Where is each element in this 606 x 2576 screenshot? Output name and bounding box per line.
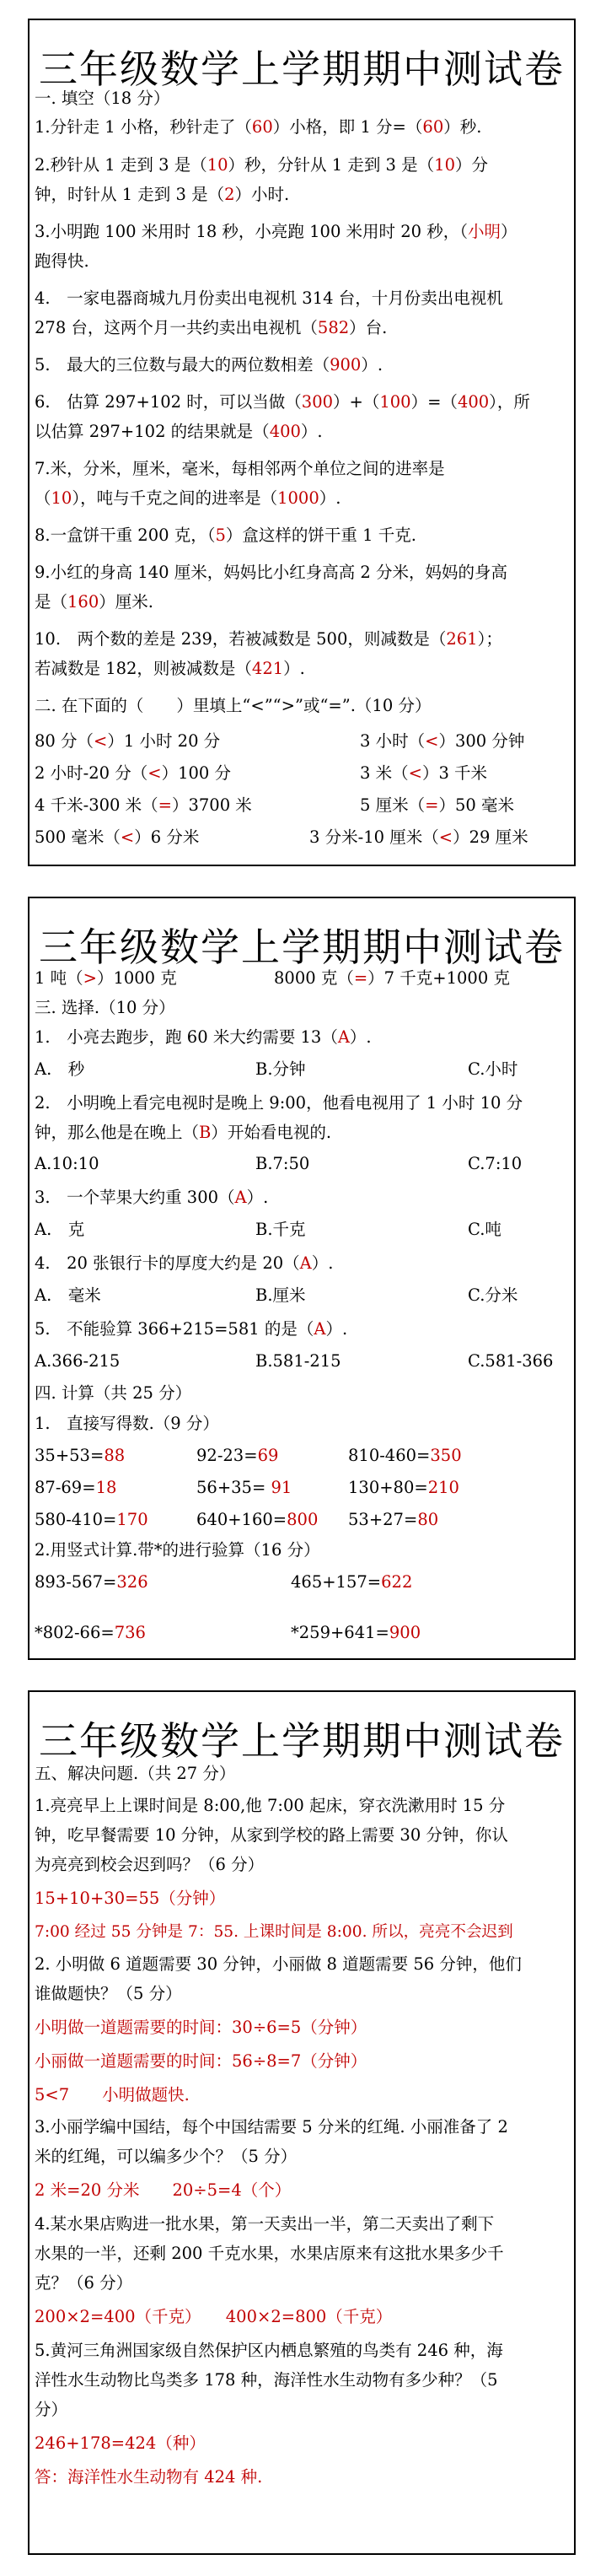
question-3: 3.小明跑 100 米用时 18 秒，小亮跑 100 米用时 20 秒，（小明） xyxy=(35,222,518,241)
exam-page-1 xyxy=(28,19,576,866)
question-4: 4. 一家电器商城九月份卖出电视机 314 台，十月份卖出电视机 xyxy=(35,288,503,308)
oral-item: 92-23=69 xyxy=(196,1446,279,1465)
question-7: 7.米，分米，厘米，毫米，每相邻两个单位之间的进率是 xyxy=(35,459,445,478)
vertical-item: *802-66=736 xyxy=(35,1623,146,1642)
oral-item: 35+53=88 xyxy=(35,1446,126,1465)
choice-2-cont: 钟，那么他是在晚上（B）开始看电视的. xyxy=(35,1123,332,1142)
choice-option: B.千克 xyxy=(255,1220,306,1239)
problem-2: 谁做题快？（5 分） xyxy=(35,1984,182,2003)
oral-item: 87-69=18 xyxy=(35,1478,117,1497)
compare-item: 5 厘米（=）50 毫米 xyxy=(360,795,514,815)
compare-item: 8000 克（=）7 千克+1000 克 xyxy=(274,968,510,988)
subsection-header: 1. 直接写得数.（9 分） xyxy=(35,1414,219,1433)
choice-option: A.10:10 xyxy=(35,1154,99,1173)
section-header: 三. 选择.（10 分） xyxy=(35,998,175,1017)
problem-4: 水果的一半，还剩 200 千克水果，水果店原来有这批水果多少千 xyxy=(35,2244,504,2263)
oral-item: 640+160=800 xyxy=(196,1510,319,1529)
question-6-cont: 以估算 297+102 的结果就是（400）. xyxy=(35,422,323,441)
choice-option: C.分米 xyxy=(468,1285,518,1305)
question-5: 5. 最大的三位数与最大的两位数相差（900）. xyxy=(35,355,383,375)
problem-1: 为亮亮到校会迟到吗？（6 分） xyxy=(35,1855,265,1874)
choice-option: A. 克 xyxy=(35,1220,85,1239)
question-10: 10. 两个数的差是 239，若被减数是 500，则减数是（261）； xyxy=(35,629,502,649)
section-header: 四. 计算（共 25 分） xyxy=(35,1383,192,1403)
choice-option: B.分钟 xyxy=(255,1059,306,1079)
question-1: 1.分针走 1 小格，秒针走了（60）小格，即 1 分=（60）秒. xyxy=(35,117,482,137)
problem-3: 3.小丽学编中国结，每个中国结需要 5 分米的红绳. 小丽准备了 2 xyxy=(35,2117,508,2137)
choice-4: 4. 20 张银行卡的厚度大约是 20（A）. xyxy=(35,1253,334,1273)
choice-option: C.581-366 xyxy=(468,1351,554,1371)
problem-3: 米的红绳，可以编多少个？（5 分） xyxy=(35,2147,298,2166)
choice-option: C.小时 xyxy=(468,1059,518,1079)
answer-line: 2 米=20 分米 20÷5=4（个） xyxy=(35,2180,292,2200)
compare-item: 500 毫米（<）6 分米 xyxy=(35,827,200,847)
question-10-cont: 若减数是 182，则被减数是（421）. xyxy=(35,659,305,678)
oral-item: 810-460=350 xyxy=(348,1446,462,1465)
oral-item: 53+27=80 xyxy=(348,1510,439,1529)
page-title: 三年级数学上学期期中测试卷 xyxy=(39,924,565,970)
answer-line: 15+10+30=55（分钟） xyxy=(35,1889,226,1908)
problem-4: 克？（6 分） xyxy=(35,2273,133,2293)
problem-1: 1.亮亮早上上课时间是 8:00,他 7:00 起床，穿衣洗漱用时 15 分 xyxy=(35,1796,506,1815)
compare-item: 3 小时（<）300 分钟 xyxy=(360,731,525,751)
choice-1: 1. 小亮去跑步，跑 60 米大约需要 13（A）. xyxy=(35,1027,372,1047)
problem-5: 5.黄河三角洲国家级自然保护区内栖息繁殖的鸟类有 246 种，海 xyxy=(35,2341,503,2360)
answer-line: 5<7 小明做题快. xyxy=(35,2085,190,2104)
question-6: 6. 估算 297+102 时，可以当做（300）+（100）=（400），所 xyxy=(35,392,530,412)
page-title: 三年级数学上学期期中测试卷 xyxy=(39,46,565,92)
choice-option: A. 秒 xyxy=(35,1059,85,1079)
vertical-item: *259+641=900 xyxy=(291,1623,421,1642)
section-header: 一. 填空（18 分） xyxy=(35,89,170,108)
question-7-cont: （10），吨与千克之间的进率是（1000）. xyxy=(35,488,341,508)
choice-option: A.366-215 xyxy=(35,1351,121,1371)
answer-line: 200×2=400（千克） 400×2=800（千克） xyxy=(35,2307,393,2326)
question-9: 9.小红的身高 140 厘米，妈妈比小红身高高 2 分米，妈妈的身高 xyxy=(35,563,508,582)
choice-option: B.581-215 xyxy=(255,1351,341,1371)
section-header: 五、解决问题.（共 27 分） xyxy=(35,1764,236,1783)
compare-item: 4 千米-300 米（=）3700 米 xyxy=(35,795,252,815)
problem-1: 钟，吃早餐需要 10 分钟，从家到学校的路上需要 30 分钟，你认 xyxy=(35,1825,508,1845)
answer-line: 小明做一道题需要的时间：30÷6=5（分钟） xyxy=(35,2018,367,2037)
problem-4: 4.某水果店购进一批水果，第一天卖出一半，第二天卖出了剩下 xyxy=(35,2214,495,2234)
oral-item: 130+80=210 xyxy=(348,1478,459,1497)
compare-item: 3 米（<）3 千米 xyxy=(360,763,488,783)
vertical-item: 465+157=622 xyxy=(291,1572,413,1592)
problem-2: 2. 小明做 6 道题需要 30 分钟，小丽做 8 道题需要 56 分钟，他们 xyxy=(35,1954,522,1974)
choice-option: C.7:10 xyxy=(468,1154,523,1173)
answer-line: 246+178=424（种） xyxy=(35,2433,206,2453)
choice-option: B.7:50 xyxy=(255,1154,310,1173)
oral-item: 580-410=170 xyxy=(35,1510,148,1529)
question-3-cont: 跑得快. xyxy=(35,251,89,271)
section-header: 二. 在下面的（ ）里填上“<”“>”或“=”.（10 分） xyxy=(35,696,432,715)
choice-option: B.厘米 xyxy=(255,1285,306,1305)
answer-line: 答：海洋性水生动物有 424 种. xyxy=(35,2467,263,2487)
vertical-item: 893-567=326 xyxy=(35,1572,148,1592)
choice-2: 2. 小明晚上看完电视时是晚上 9:00，他看电视用了 1 小时 10 分 xyxy=(35,1093,523,1113)
choice-option: A. 毫米 xyxy=(35,1285,101,1305)
exam-page-2 xyxy=(28,897,576,1660)
question-9-cont: 是（160）厘米. xyxy=(35,592,153,612)
subsection-header: 2.用竖式计算.带*的进行验算（16 分） xyxy=(35,1540,320,1560)
question-2: 2.秒针从 1 走到 3 是（10）秒，分针从 1 走到 3 是（10）分 xyxy=(35,155,488,175)
problem-5: 洋性水生动物比鸟类多 178 种，海洋性水生动物有多少种？（5 xyxy=(35,2370,498,2390)
compare-item: 80 分（<）1 小时 20 分 xyxy=(35,731,221,751)
compare-item: 1 吨（>）1000 克 xyxy=(35,968,177,988)
problem-5: 分） xyxy=(35,2400,68,2419)
choice-5: 5. 不能验算 366+215=581 的是（A）. xyxy=(35,1319,348,1339)
answer-line: 7:00 经过 55 分钟是 7：55. 上课时间是 8:00. 所以，亮亮不会迟到 xyxy=(35,1923,513,1941)
page-title: 三年级数学上学期期中测试卷 xyxy=(39,1718,565,1764)
compare-item: 2 小时-20 分（<）100 分 xyxy=(35,763,231,783)
question-2-cont: 钟，时针从 1 走到 3 是（2）小时. xyxy=(35,185,290,204)
choice-option: C.吨 xyxy=(468,1220,501,1239)
oral-item: 56+35= 91 xyxy=(196,1478,292,1497)
exam-page-3 xyxy=(28,1690,576,2555)
choice-3: 3. 一个苹果大约重 300（A）. xyxy=(35,1188,269,1207)
answer-line: 小丽做一道题需要的时间：56÷8=7（分钟） xyxy=(35,2051,367,2071)
compare-item: 3 分米-10 厘米（<）29 厘米 xyxy=(309,827,528,847)
question-8: 8.一盒饼干重 200 克，（5）盒这样的饼干重 1 千克. xyxy=(35,525,416,545)
question-4-cont: 278 台，这两个月一共约卖出电视机（582）台. xyxy=(35,318,388,337)
